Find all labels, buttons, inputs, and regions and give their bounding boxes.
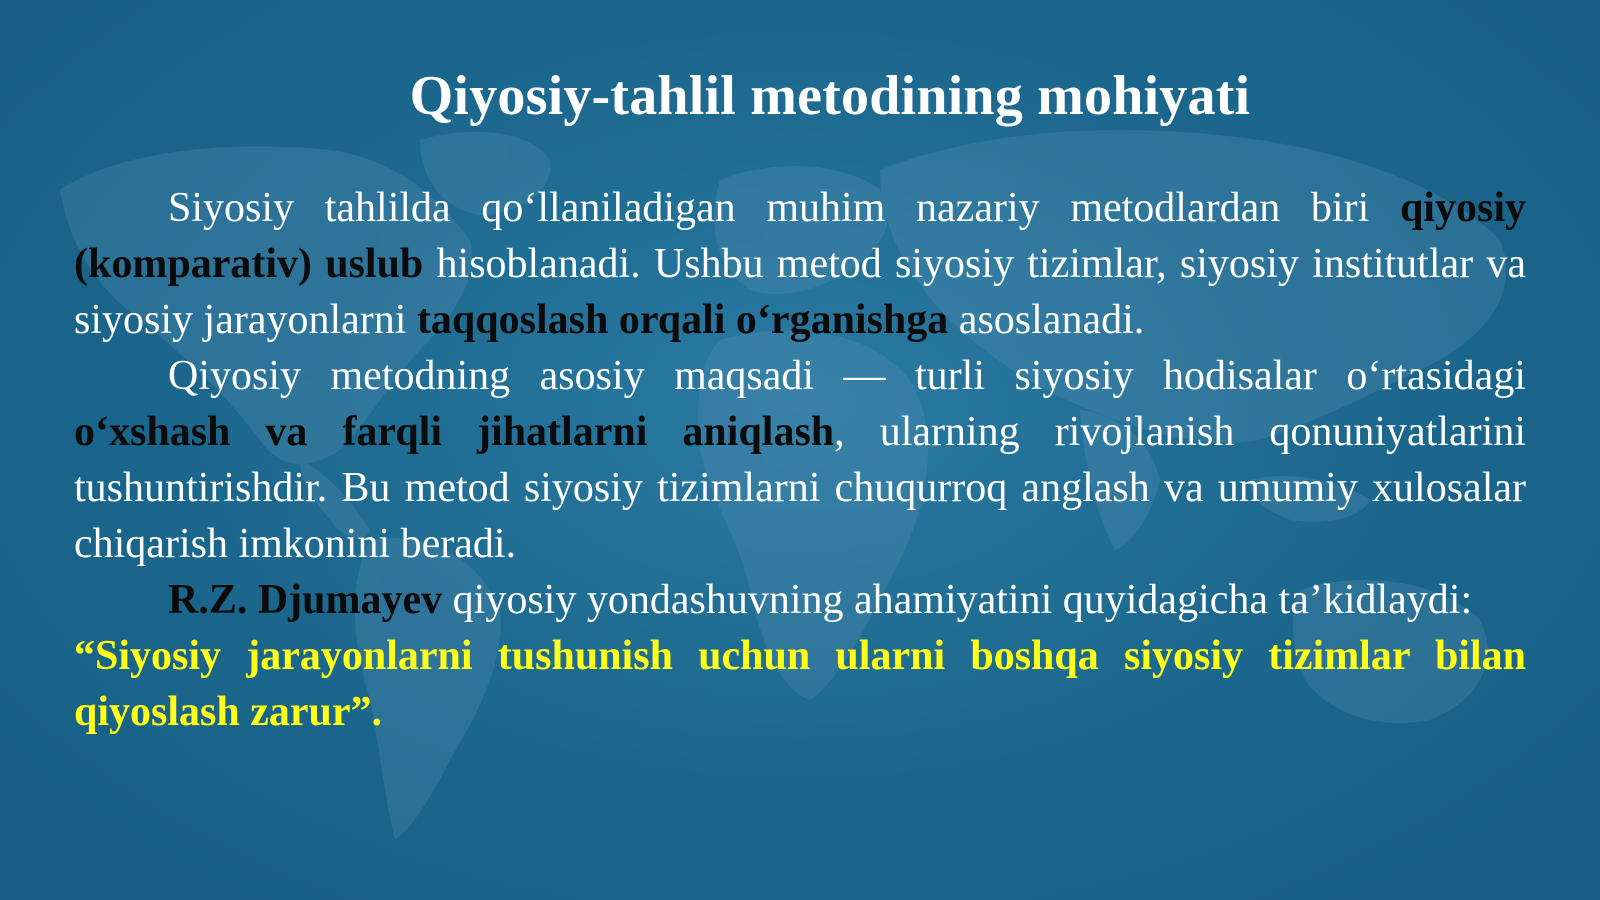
- paragraph-definition: [74, 180, 1526, 348]
- paragraph-author: [74, 572, 1526, 628]
- emphasis-text: taqqoslash orqali o‘rganishga: [416, 297, 949, 343]
- paragraph-text: Siyosiy tahlilda qo‘llaniladigan muhim nazariy metodlardan biri: [168, 185, 1400, 231]
- paragraph-text: , ularning rivojlanish qonuniyatlarini tushuntirishdir. Bu metod siyosiy tizimlarni chuqurroq anglash va umumiy xulosalar chiqarish imkonini beradi.: [74, 409, 1526, 567]
- slide-title: Qiyosiy-tahlil metodining mohiyati: [409, 65, 1251, 127]
- author-name: R.Z. Djumayev: [168, 577, 443, 623]
- paragraph-text: Qiyosiy metodning asosiy maqsadi — turli siyosiy hodisalar o‘rtasidagi: [168, 353, 1526, 399]
- paragraph-purpose: [74, 348, 1526, 572]
- quote-text: “Siyosiy jarayonlarni tushunish uchun ularni boshqa siyosiy tizimlar bilan qiyoslash zarur”.: [74, 633, 1526, 735]
- slide-body: [74, 180, 1526, 740]
- paragraph-text: hisoblanadi. Ushbu metod siyosiy tizimlar, siyosiy institutlar va siyosiy jarayonlarni: [74, 241, 1527, 343]
- emphasis-text: qiyosiy (komparativ) uslub: [74, 185, 1526, 287]
- paragraph-text: asoslanadi.: [948, 297, 1145, 343]
- paragraph-text: qiyosiy yondashuvning ahamiyatini quyidagicha ta’kidlaydi:: [442, 577, 1473, 623]
- emphasis-text: o‘xshash va farqli jihatlarni aniqlash: [74, 409, 835, 455]
